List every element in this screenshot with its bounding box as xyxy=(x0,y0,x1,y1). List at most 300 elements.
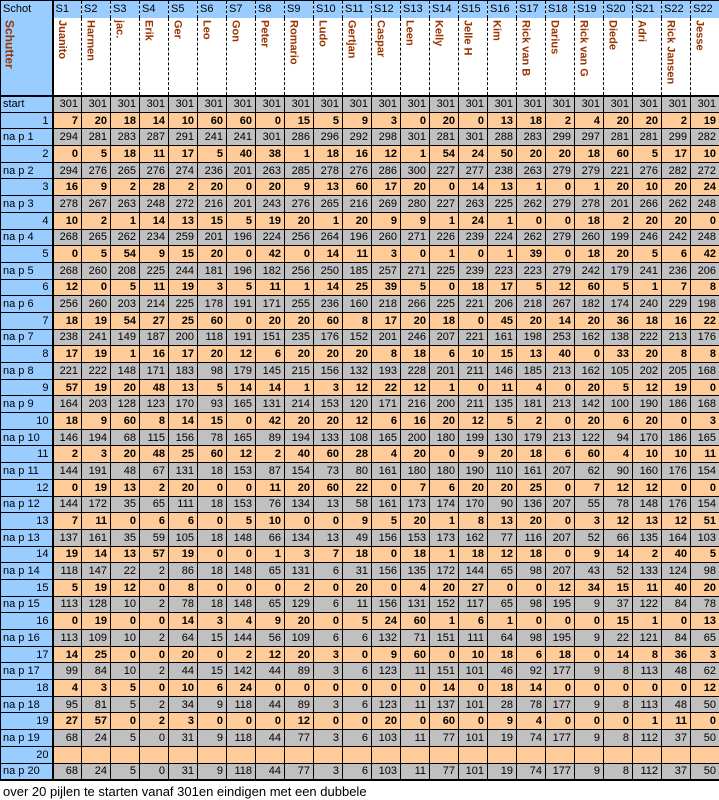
score-cell[interactable]: 20 xyxy=(372,713,401,730)
score-cell[interactable]: 33 xyxy=(604,346,633,363)
score-cell[interactable]: 0 xyxy=(140,680,169,697)
score-cell[interactable]: 156 xyxy=(372,596,401,613)
column-header-cell[interactable]: S17 xyxy=(517,1,546,18)
score-cell[interactable]: 3 xyxy=(314,646,343,663)
score-cell[interactable]: 5 xyxy=(604,279,633,296)
score-cell[interactable]: 14 xyxy=(604,646,633,663)
score-cell[interactable]: 18 xyxy=(198,463,227,480)
column-header-cell[interactable]: S8 xyxy=(256,1,285,18)
score-cell[interactable]: 6 xyxy=(343,630,372,647)
score-cell[interactable]: 268 xyxy=(53,262,82,279)
score-cell[interactable]: 2 xyxy=(546,112,575,129)
score-cell[interactable]: 20 xyxy=(604,246,633,263)
score-cell[interactable]: 36 xyxy=(604,312,633,329)
score-cell[interactable]: 19 xyxy=(82,613,111,630)
score-cell[interactable]: 2 xyxy=(140,696,169,713)
corner-schutter-cell[interactable] xyxy=(1,18,53,96)
score-cell[interactable]: 277 xyxy=(459,162,488,179)
score-cell[interactable]: 263 xyxy=(111,196,140,213)
score-cell[interactable]: 12 xyxy=(633,479,662,496)
score-cell[interactable]: 181 xyxy=(517,396,546,413)
score-cell[interactable]: 201 xyxy=(227,162,256,179)
score-cell[interactable]: 0 xyxy=(459,680,488,697)
score-cell[interactable]: 18 xyxy=(198,529,227,546)
score-cell[interactable]: 165 xyxy=(372,429,401,446)
score-cell[interactable]: 101 xyxy=(459,663,488,680)
score-cell[interactable]: 225 xyxy=(488,196,517,213)
score-cell[interactable]: 12 xyxy=(604,479,633,496)
score-cell[interactable]: 9 xyxy=(575,596,604,613)
score-cell[interactable]: 0 xyxy=(691,713,719,730)
score-cell[interactable]: 0 xyxy=(343,646,372,663)
score-cell[interactable]: 44 xyxy=(256,730,285,747)
score-cell[interactable]: 92 xyxy=(517,663,546,680)
score-cell[interactable]: 20 xyxy=(430,413,459,430)
score-cell[interactable]: 71 xyxy=(401,630,430,647)
score-cell[interactable]: 297 xyxy=(575,129,604,146)
score-cell[interactable]: 9 xyxy=(198,730,227,747)
score-cell[interactable]: 142 xyxy=(227,663,256,680)
score-cell[interactable]: 18 xyxy=(401,546,430,563)
score-cell[interactable]: 17 xyxy=(488,279,517,296)
score-cell[interactable]: 20 xyxy=(401,179,430,196)
score-cell[interactable]: 20 xyxy=(285,212,314,229)
score-cell[interactable]: 14 xyxy=(459,179,488,196)
score-cell[interactable]: 194 xyxy=(285,429,314,446)
score-cell[interactable]: 89 xyxy=(285,663,314,680)
score-cell[interactable]: 0 xyxy=(517,212,546,229)
score-cell[interactable]: 9 xyxy=(343,112,372,129)
score-cell[interactable]: 18 xyxy=(111,146,140,163)
score-cell[interactable]: 244 xyxy=(169,262,198,279)
score-cell[interactable]: 5 xyxy=(111,763,140,780)
score-cell[interactable]: 162 xyxy=(575,363,604,380)
score-cell[interactable]: 0 xyxy=(604,713,633,730)
score-cell[interactable]: 12 xyxy=(53,279,82,296)
score-cell[interactable]: 248 xyxy=(140,196,169,213)
score-cell[interactable]: 0 xyxy=(372,546,401,563)
score-cell[interactable]: 37 xyxy=(604,596,633,613)
score-cell[interactable]: 58 xyxy=(343,496,372,513)
score-cell[interactable]: 5 xyxy=(82,146,111,163)
score-cell[interactable]: 0 xyxy=(285,680,314,697)
score-cell[interactable]: 154 xyxy=(691,463,719,480)
score-cell[interactable]: 287 xyxy=(140,129,169,146)
score-cell[interactable]: 299 xyxy=(546,129,575,146)
score-cell[interactable]: 0 xyxy=(314,713,343,730)
score-cell[interactable]: 138 xyxy=(604,329,633,346)
row-label-cell[interactable]: na p 10 xyxy=(1,429,53,446)
score-cell[interactable]: 5 xyxy=(227,513,256,530)
player-name-cell[interactable] xyxy=(256,18,285,96)
score-cell[interactable]: 5 xyxy=(314,112,343,129)
score-cell[interactable]: 6 xyxy=(459,613,488,630)
score-cell[interactable]: 22 xyxy=(372,379,401,396)
score-cell[interactable]: 9 xyxy=(401,212,430,229)
row-label-cell[interactable]: 8 xyxy=(1,346,53,363)
score-cell[interactable]: 31 xyxy=(169,763,198,780)
score-cell[interactable]: 13 xyxy=(488,513,517,530)
score-cell[interactable]: 103 xyxy=(691,529,719,546)
score-cell[interactable]: 213 xyxy=(546,363,575,380)
score-cell[interactable]: 288 xyxy=(488,129,517,146)
column-header-cell[interactable]: S2 xyxy=(82,1,111,18)
score-cell[interactable]: 86 xyxy=(169,563,198,580)
score-cell[interactable]: 221 xyxy=(459,329,488,346)
score-cell[interactable]: 154 xyxy=(285,463,314,480)
score-cell[interactable]: 0 xyxy=(401,112,430,129)
score-cell[interactable]: 3 xyxy=(314,730,343,747)
score-cell[interactable]: 34 xyxy=(169,696,198,713)
score-cell[interactable]: 282 xyxy=(691,129,719,146)
score-cell[interactable]: 0 xyxy=(662,413,691,430)
score-cell[interactable]: 15 xyxy=(198,663,227,680)
score-cell[interactable] xyxy=(488,746,517,763)
score-cell[interactable]: 280 xyxy=(401,196,430,213)
score-cell[interactable]: 161 xyxy=(372,496,401,513)
score-cell[interactable]: 94 xyxy=(604,429,633,446)
score-cell[interactable]: 57 xyxy=(53,379,82,396)
score-cell[interactable]: 54 xyxy=(430,146,459,163)
score-cell[interactable]: 123 xyxy=(372,696,401,713)
score-cell[interactable]: 5 xyxy=(53,579,82,596)
score-cell[interactable]: 17 xyxy=(372,179,401,196)
score-cell[interactable]: 0 xyxy=(575,713,604,730)
score-cell[interactable]: 239 xyxy=(459,229,488,246)
score-cell[interactable]: 301 xyxy=(140,96,169,113)
score-cell[interactable]: 5 xyxy=(691,546,719,563)
column-header-cell[interactable]: S10 xyxy=(314,1,343,18)
score-cell[interactable]: 241 xyxy=(82,329,111,346)
score-cell[interactable]: 238 xyxy=(53,329,82,346)
score-cell[interactable]: 52 xyxy=(575,529,604,546)
score-cell[interactable]: 17 xyxy=(372,312,401,329)
row-label-cell[interactable]: na p 6 xyxy=(1,296,53,313)
score-cell[interactable]: 301 xyxy=(169,96,198,113)
column-header-cell[interactable]: S7 xyxy=(227,1,256,18)
score-cell[interactable]: 42 xyxy=(691,246,719,263)
score-cell[interactable]: 3 xyxy=(82,446,111,463)
score-cell[interactable]: 117 xyxy=(459,596,488,613)
score-cell[interactable]: 24 xyxy=(227,680,256,697)
score-cell[interactable]: 11 xyxy=(633,579,662,596)
score-cell[interactable]: 151 xyxy=(430,663,459,680)
score-cell[interactable]: 132 xyxy=(372,630,401,647)
score-cell[interactable]: 235 xyxy=(285,329,314,346)
score-cell[interactable]: 279 xyxy=(546,229,575,246)
row-label-cell[interactable]: na p 11 xyxy=(1,463,53,480)
score-cell[interactable]: 0 xyxy=(314,513,343,530)
score-cell[interactable]: 153 xyxy=(314,396,343,413)
score-cell[interactable]: 5 xyxy=(198,379,227,396)
score-cell[interactable]: 226 xyxy=(430,229,459,246)
score-cell[interactable]: 135 xyxy=(633,529,662,546)
score-cell[interactable]: 48 xyxy=(111,463,140,480)
score-cell[interactable]: 301 xyxy=(488,96,517,113)
score-cell[interactable]: 54 xyxy=(111,312,140,329)
score-cell[interactable]: 38 xyxy=(256,146,285,163)
score-cell[interactable]: 2 xyxy=(140,563,169,580)
score-cell[interactable]: 20 xyxy=(575,379,604,396)
score-cell[interactable] xyxy=(169,746,198,763)
score-cell[interactable]: 191 xyxy=(82,463,111,480)
score-cell[interactable]: 133 xyxy=(314,429,343,446)
score-cell[interactable]: 25 xyxy=(82,646,111,663)
row-label-cell[interactable]: na p 1 xyxy=(1,129,53,146)
column-header-cell[interactable]: S22 xyxy=(691,1,719,18)
score-cell[interactable]: 20 xyxy=(343,579,372,596)
corner-schot-cell[interactable]: Schot xyxy=(1,1,53,18)
score-cell[interactable]: 15 xyxy=(488,346,517,363)
column-header-cell[interactable]: S3 xyxy=(111,1,140,18)
score-cell[interactable]: 281 xyxy=(430,129,459,146)
score-cell[interactable]: 40 xyxy=(662,579,691,596)
score-cell[interactable]: 20 xyxy=(198,246,227,263)
score-cell[interactable]: 118 xyxy=(53,563,82,580)
score-cell[interactable]: 9 xyxy=(82,413,111,430)
score-cell[interactable]: 0 xyxy=(430,446,459,463)
score-cell[interactable]: 282 xyxy=(662,162,691,179)
score-cell[interactable]: 6 xyxy=(140,513,169,530)
score-cell[interactable]: 113 xyxy=(53,630,82,647)
score-cell[interactable]: 103 xyxy=(372,730,401,747)
score-cell[interactable]: 1 xyxy=(111,346,140,363)
score-cell[interactable]: 0 xyxy=(546,613,575,630)
score-cell[interactable]: 42 xyxy=(256,246,285,263)
player-name-cell[interactable] xyxy=(314,18,343,96)
row-label-cell[interactable]: 4 xyxy=(1,212,53,229)
score-cell[interactable]: 115 xyxy=(140,429,169,446)
score-cell[interactable]: 77 xyxy=(285,730,314,747)
row-label-cell[interactable]: na p 4 xyxy=(1,229,53,246)
score-cell[interactable]: 2 xyxy=(140,596,169,613)
score-cell[interactable]: 18 xyxy=(575,212,604,229)
score-cell[interactable]: 0 xyxy=(227,579,256,596)
score-cell[interactable]: 89 xyxy=(285,696,314,713)
score-cell[interactable]: 176 xyxy=(691,329,719,346)
score-cell[interactable]: 1 xyxy=(430,613,459,630)
score-cell[interactable]: 6 xyxy=(430,479,459,496)
score-cell[interactable]: 20 xyxy=(430,579,459,596)
score-cell[interactable]: 134 xyxy=(285,529,314,546)
score-cell[interactable]: 25 xyxy=(517,479,546,496)
score-cell[interactable]: 13 xyxy=(314,529,343,546)
score-cell[interactable]: 3 xyxy=(372,246,401,263)
player-name-cell[interactable] xyxy=(198,18,227,96)
score-cell[interactable]: 20 xyxy=(285,613,314,630)
score-cell[interactable]: 190 xyxy=(633,396,662,413)
row-label-cell[interactable]: 7 xyxy=(1,312,53,329)
score-cell[interactable]: 11 xyxy=(662,713,691,730)
row-label-cell[interactable]: na p 2 xyxy=(1,162,53,179)
score-cell[interactable]: 18 xyxy=(401,346,430,363)
column-header-cell[interactable]: S14 xyxy=(430,1,459,18)
score-cell[interactable]: 301 xyxy=(256,129,285,146)
score-cell[interactable]: 301 xyxy=(662,96,691,113)
score-cell[interactable]: 272 xyxy=(691,162,719,179)
score-cell[interactable]: 186 xyxy=(662,396,691,413)
score-cell[interactable]: 122 xyxy=(633,596,662,613)
score-cell[interactable]: 6 xyxy=(314,596,343,613)
score-cell[interactable] xyxy=(633,746,662,763)
score-cell[interactable]: 18 xyxy=(198,596,227,613)
score-cell[interactable]: 0 xyxy=(546,413,575,430)
score-cell[interactable]: 165 xyxy=(227,429,256,446)
score-cell[interactable]: 14 xyxy=(169,613,198,630)
score-cell[interactable]: 0 xyxy=(459,246,488,263)
player-name-cell[interactable] xyxy=(459,18,488,96)
score-cell[interactable]: 170 xyxy=(169,396,198,413)
score-cell[interactable]: 35 xyxy=(111,496,140,513)
score-cell[interactable]: 0 xyxy=(82,279,111,296)
score-cell[interactable]: 8 xyxy=(662,346,691,363)
score-cell[interactable]: 17 xyxy=(169,146,198,163)
score-cell[interactable]: 20 xyxy=(314,413,343,430)
column-header-cell[interactable]: S19 xyxy=(575,1,604,18)
score-cell[interactable] xyxy=(372,746,401,763)
score-cell[interactable]: 20 xyxy=(546,146,575,163)
score-cell[interactable]: 22 xyxy=(604,630,633,647)
score-cell[interactable]: 11 xyxy=(343,596,372,613)
score-cell[interactable]: 39 xyxy=(517,246,546,263)
score-cell[interactable]: 0 xyxy=(546,680,575,697)
score-cell[interactable]: 60 xyxy=(314,312,343,329)
score-cell[interactable]: 196 xyxy=(343,229,372,246)
player-name-cell[interactable] xyxy=(633,18,662,96)
score-cell[interactable]: 76 xyxy=(256,496,285,513)
score-cell[interactable]: 2 xyxy=(140,479,169,496)
score-cell[interactable]: 236 xyxy=(314,296,343,313)
score-cell[interactable]: 20 xyxy=(488,479,517,496)
score-cell[interactable]: 109 xyxy=(82,630,111,647)
score-cell[interactable]: 9 xyxy=(198,763,227,780)
score-cell[interactable]: 8 xyxy=(140,413,169,430)
score-cell[interactable]: 19 xyxy=(662,379,691,396)
column-header-cell[interactable]: S21 xyxy=(633,1,662,18)
score-cell[interactable]: 216 xyxy=(401,396,430,413)
player-name-cell[interactable] xyxy=(430,18,459,96)
score-cell[interactable] xyxy=(691,746,719,763)
score-cell[interactable]: 2 xyxy=(227,646,256,663)
score-cell[interactable]: 20 xyxy=(662,179,691,196)
score-cell[interactable] xyxy=(343,746,372,763)
score-cell[interactable]: 65 xyxy=(256,563,285,580)
row-label-cell[interactable]: 9 xyxy=(1,379,53,396)
score-cell[interactable]: 202 xyxy=(633,363,662,380)
score-cell[interactable]: 301 xyxy=(430,96,459,113)
score-cell[interactable]: 31 xyxy=(169,730,198,747)
score-cell[interactable]: 19 xyxy=(488,730,517,747)
score-cell[interactable]: 81 xyxy=(82,696,111,713)
score-cell[interactable]: 201 xyxy=(198,229,227,246)
score-cell[interactable]: 60 xyxy=(604,146,633,163)
score-cell[interactable]: 234 xyxy=(140,229,169,246)
score-cell[interactable]: 148 xyxy=(227,529,256,546)
score-cell[interactable]: 153 xyxy=(227,496,256,513)
score-cell[interactable]: 6 xyxy=(604,413,633,430)
score-cell[interactable]: 6 xyxy=(314,630,343,647)
score-cell[interactable]: 0 xyxy=(517,613,546,630)
score-cell[interactable]: 257 xyxy=(372,262,401,279)
score-cell[interactable]: 6 xyxy=(314,563,343,580)
score-cell[interactable]: 200 xyxy=(430,396,459,413)
score-cell[interactable]: 48 xyxy=(662,663,691,680)
score-cell[interactable]: 16 xyxy=(53,179,82,196)
score-cell[interactable]: 84 xyxy=(82,663,111,680)
score-cell[interactable]: 77 xyxy=(430,763,459,780)
score-cell[interactable]: 68 xyxy=(111,429,140,446)
score-cell[interactable]: 129 xyxy=(285,596,314,613)
score-cell[interactable]: 19 xyxy=(169,279,198,296)
score-cell[interactable] xyxy=(430,746,459,763)
score-cell[interactable]: 7 xyxy=(662,279,691,296)
score-cell[interactable]: 248 xyxy=(691,229,719,246)
score-cell[interactable]: 9 xyxy=(575,696,604,713)
score-cell[interactable]: 12 xyxy=(488,546,517,563)
score-cell[interactable]: 195 xyxy=(546,596,575,613)
column-header-cell[interactable]: S18 xyxy=(546,1,575,18)
score-cell[interactable]: 19 xyxy=(82,479,111,496)
score-cell[interactable]: 13 xyxy=(111,546,140,563)
score-cell[interactable]: 0 xyxy=(198,479,227,496)
score-cell[interactable]: 24 xyxy=(459,146,488,163)
row-label-cell[interactable]: 16 xyxy=(1,613,53,630)
player-name-cell[interactable] xyxy=(227,18,256,96)
score-cell[interactable]: 78 xyxy=(604,496,633,513)
score-cell[interactable]: 0 xyxy=(662,680,691,697)
score-cell[interactable]: 279 xyxy=(546,262,575,279)
score-cell[interactable]: 185 xyxy=(343,262,372,279)
score-cell[interactable]: 101 xyxy=(459,730,488,747)
score-cell[interactable]: 301 xyxy=(53,96,82,113)
score-cell[interactable]: 1 xyxy=(285,146,314,163)
score-cell[interactable]: 25 xyxy=(169,312,198,329)
score-cell[interactable]: 15 xyxy=(169,246,198,263)
score-cell[interactable]: 11 xyxy=(691,446,719,463)
score-cell[interactable]: 201 xyxy=(227,196,256,213)
score-cell[interactable]: 279 xyxy=(546,196,575,213)
score-cell[interactable]: 223 xyxy=(517,262,546,279)
score-cell[interactable]: 131 xyxy=(256,396,285,413)
score-cell[interactable]: 301 xyxy=(111,96,140,113)
score-cell[interactable]: 55 xyxy=(575,496,604,513)
score-cell[interactable]: 221 xyxy=(53,363,82,380)
score-cell[interactable]: 20 xyxy=(401,446,430,463)
score-cell[interactable]: 201 xyxy=(430,363,459,380)
score-cell[interactable]: 14 xyxy=(169,413,198,430)
score-cell[interactable]: 239 xyxy=(459,262,488,279)
score-cell[interactable]: 7 xyxy=(53,112,82,129)
score-cell[interactable]: 3 xyxy=(198,279,227,296)
score-cell[interactable]: 236 xyxy=(662,262,691,279)
score-cell[interactable]: 176 xyxy=(662,463,691,480)
score-cell[interactable]: 225 xyxy=(169,296,198,313)
player-name-cell[interactable] xyxy=(662,18,691,96)
score-cell[interactable]: 4 xyxy=(401,579,430,596)
score-cell[interactable]: 50 xyxy=(691,730,719,747)
score-cell[interactable]: 13 xyxy=(488,112,517,129)
score-cell[interactable]: 1 xyxy=(488,613,517,630)
score-cell[interactable]: 283 xyxy=(517,129,546,146)
score-cell[interactable]: 170 xyxy=(633,429,662,446)
score-cell[interactable]: 18 xyxy=(53,312,82,329)
score-cell[interactable]: 272 xyxy=(169,196,198,213)
score-cell[interactable]: 0 xyxy=(227,312,256,329)
score-cell[interactable]: 118 xyxy=(227,763,256,780)
score-cell[interactable]: 6 xyxy=(343,696,372,713)
score-cell[interactable]: 216 xyxy=(198,196,227,213)
score-cell[interactable]: 65 xyxy=(140,496,169,513)
